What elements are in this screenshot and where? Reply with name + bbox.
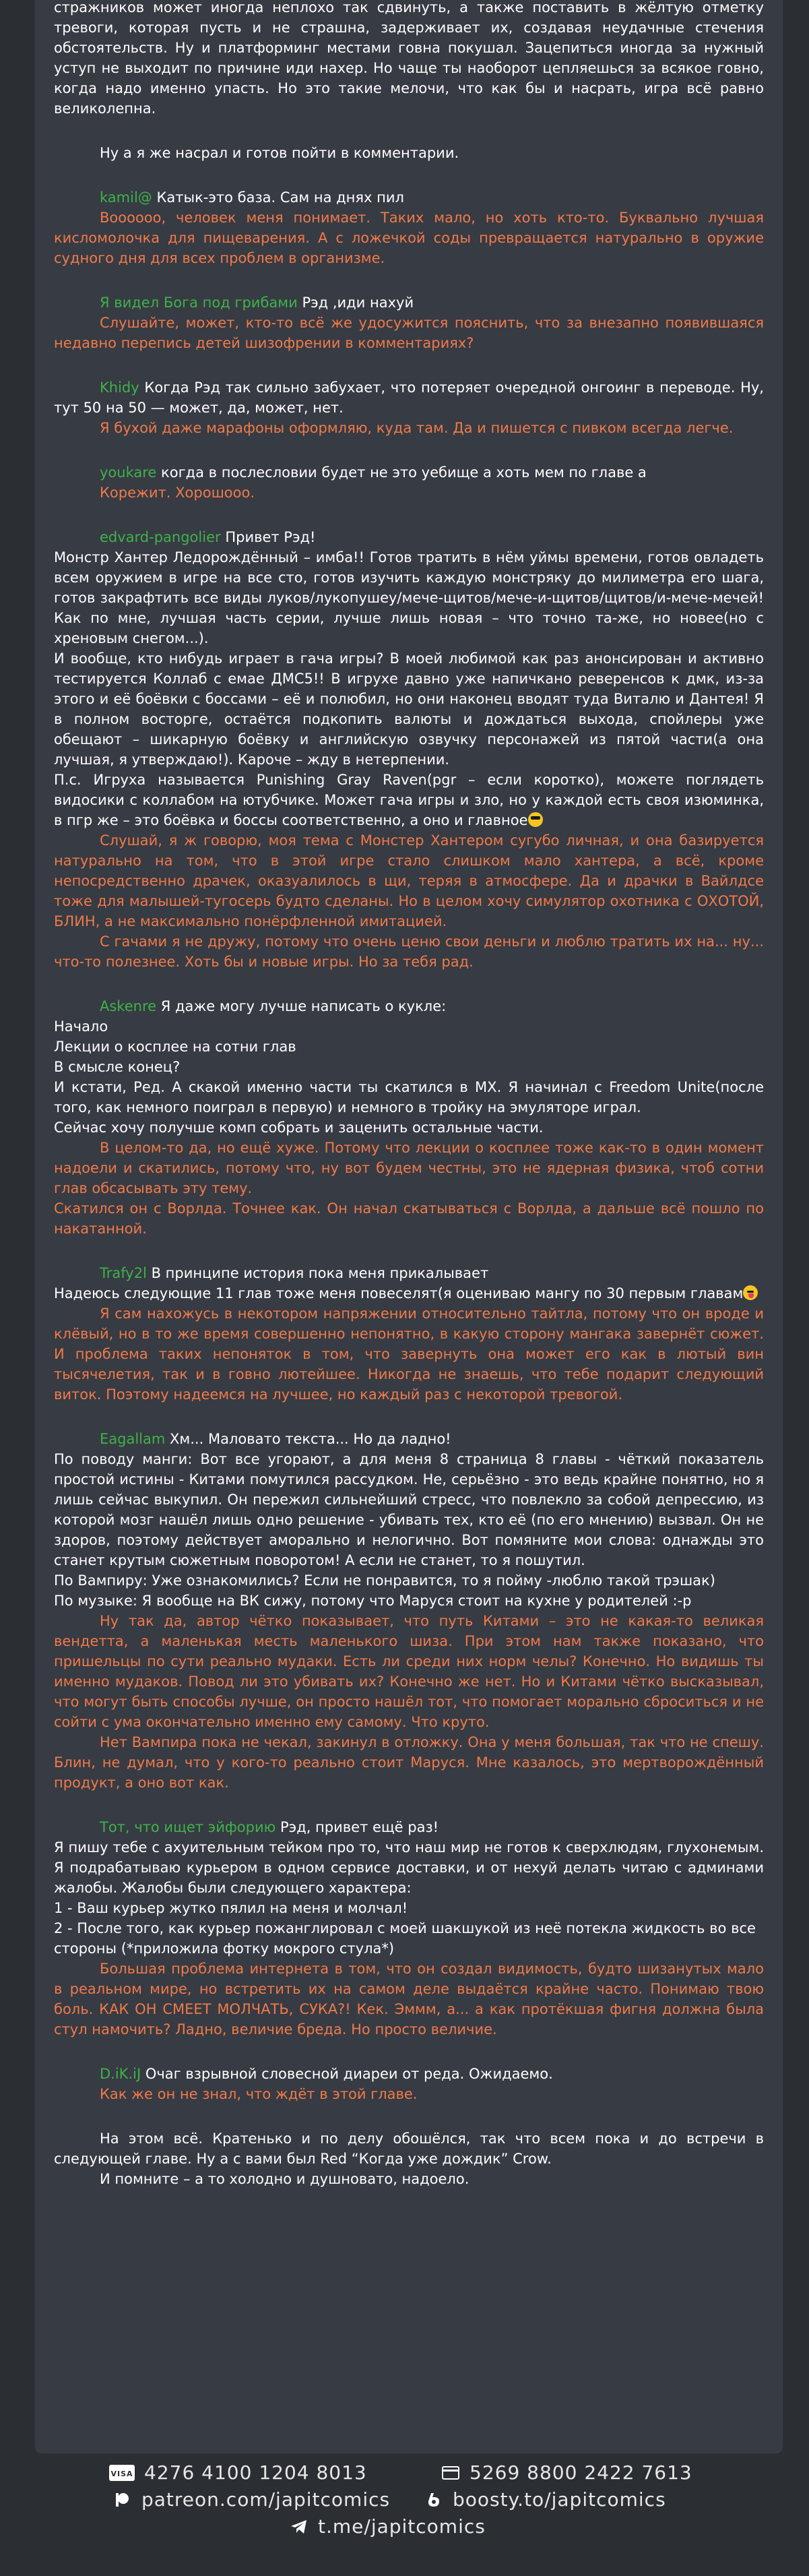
patreon-url[interactable]: patreon.com/japitcomics <box>141 2488 391 2511</box>
reply-text: Как же он не знал, что ждёт в этой главе. <box>100 2086 418 2102</box>
comment-text: Очаг взрывной словесной диареи от реда. Ожидаемо. <box>145 2066 553 2082</box>
comment-text: Монстр Хантер Ледорождённый – имба!! Готов тратить в нём уймы времени, готов овладеть всем оружием в игре на все сто, готов изучить каждую монстряку до милиметра его шага, готов закрафтить все виды луков/лукопушеу/мече-щитов/мече-и-щитов/щитов/и-мече-мечей! Как по мне, лучшая часть серии, лучше лишь новая – что точно та-же, но новее(но с хреновым снегом...). <box>54 549 764 646</box>
comment-text <box>54 770 764 830</box>
comment-text: когда в послесловии будет не это уебище а хоть мем по главе а <box>161 464 647 481</box>
reply-text: Скатился он с Ворлда. Точнее как. Он начал скатываться с Ворлда, а дальше всё пошло по накатанной. <box>54 1200 764 1237</box>
sunglasses-emoji-icon <box>528 812 543 827</box>
card-number[interactable]: 5269 8800 2422 7613 <box>470 2461 692 2484</box>
telegram-url[interactable]: t.me/japitcomics <box>318 2515 486 2538</box>
comment-text: Рэд ,иди нахуй <box>302 295 414 311</box>
telegram-link[interactable] <box>290 2515 486 2538</box>
comment-text: Привет Рэд! <box>225 529 316 545</box>
comment <box>54 1429 764 1449</box>
comment-author[interactable]: Trafy2l <box>100 1265 147 1281</box>
reply-text: С гачами я не дружу, потому что очень ценю свои деньги и люблю тратить их на... ну... что-то полезнее. Хоть бы и новые игры. Но за тебя рад. <box>54 933 764 970</box>
comment-author[interactable]: Eagallam <box>100 1431 166 1447</box>
comment-line: Начало <box>54 1018 108 1035</box>
comment-text: Я пишу тебе с ахуительным тейком про то, что наш мир не готов к сверхлюдям, глухонемым. Я подрабатываю курьером в одном сервисе доставки, и от нехуй делать читаю с админами жалобы. Жалобы были следующего характера: <box>54 1839 764 1896</box>
comment-text: Я даже могу лучше написать о кукле: <box>160 998 447 1014</box>
comment <box>54 187 764 208</box>
comment-text-span: Надеюсь следующие 11 глав тоже меня повеселят(я оцениваю мангу по 30 первым главам <box>54 1285 744 1301</box>
svg-text:VISA: VISA <box>110 2469 133 2478</box>
comment-text: По музыке: Я вообще на ВК сижу, потому что Маруся стоит на кухне у родителей :-р <box>54 1593 692 1609</box>
comment-text: По поводу манги: Вот все угорают, а для меня 8 страница 8 главы - чёткий показатель простой истины - Китами помутился рассудком. Не, серьёзно - это ведь крайне понятно, но я лишь сейчас выкупил. Он пережил сильнейший стресс, что повлекло за собой депрессию, из которой мозг нашёл лишь одно решение - убивать тех, кто её (по его мнению) вызвал. Он не здоров, поэтому действует аморально и нелогично. Вот помяните мои слова: однажды это станет крутым сюжетным поворотом! А если не станет, то я пошутил. <box>54 1451 764 1568</box>
patreon-link[interactable] <box>113 2488 390 2511</box>
telegram-icon <box>290 2517 309 2536</box>
tongue-emoji-icon <box>743 1285 758 1300</box>
patreon-icon <box>113 2490 132 2509</box>
comment <box>54 377 764 418</box>
comment-text: По Вампиру: Уже ознакомились? Если не понравится, то я пойму -люблю такой трэшак) <box>54 1572 715 1589</box>
intro-line: Ну а я же насрал и готов пойти в комментарии. <box>100 145 459 161</box>
mastercard <box>441 2461 692 2484</box>
reply-text: Корежит. Хорошооо. <box>100 485 255 501</box>
card-icon <box>441 2463 460 2482</box>
comment-text: В принципе история пока меня прикалывает <box>151 1265 489 1281</box>
comment-line: Лекции о косплее на сотни глав <box>54 1039 296 1055</box>
outro-paragraph: На этом всё. Кратенько и по делу обошёлся, так что всем пока и до встречи в следующей главе. Ну а с вами был Red “Когда уже дождик” Crow. <box>54 2130 764 2167</box>
boosty-url[interactable]: boosty.to/japitcomics <box>453 2488 666 2511</box>
comment-author[interactable]: Khidy <box>100 379 139 396</box>
comment-author[interactable]: D.iK.iJ <box>100 2066 141 2082</box>
reply-text: Воооооо, человек меня понимает. Таких мало, но хоть кто-то. Буквально лучшая кисломолочка для пищеварения. А с ложечкой соды превращается натурально в оружие судного дня для всех проблем в организме. <box>54 210 764 266</box>
comment-author[interactable]: kamil@ <box>100 189 152 206</box>
comment-author[interactable]: Я видел Бога под грибами <box>100 295 298 311</box>
comment <box>54 1263 764 1283</box>
comment <box>54 293 764 313</box>
comment <box>54 996 764 1016</box>
afterword-text <box>35 0 783 2189</box>
comment-text: 1 - Ваш курьер жутко пялил на меня и молчал! <box>54 1900 408 1916</box>
visa-number[interactable]: 4276 4100 1204 8013 <box>144 2461 367 2484</box>
reply-text: Ну так да, автор чётко показывает, что путь Китами – это не какая-то великая вендетта, а маленькая месть маленького шиза. При этом нам также показано, что пришельцы по сути реально мудаки. Есть ли среди них норм челы? Конечно. Но видишь ты именно мудаков. Повод ли это убивать их? Конечно же нет. Но и Китами чётко высказывал, что могут быть способы лучше, он просто нашёл тот, что помогает морально сброситься и не сойти с ума окончательно именно ему самому. Что круто. <box>54 1613 764 1730</box>
boosty-link[interactable] <box>424 2488 666 2511</box>
reply-text: Я сам нахожусь в некотором напряжении относительно тайтла, потому что он вроде и клёвый, но в то же время совершенно непонятно, в какую сторону мангака завернёт сюжет. И проблема таких непоняток в том, что завернуть она может его как в лютый вин тысячелетия, так и в говно лютейшее. Никогда не знаешь, что тебе подарит следующий виток. Поэтому надеемся на лучшее, но каждый раз с некоторой тревогой. <box>54 1306 764 1403</box>
comment-text-span: П.с. Игруха называется Punishing Gray Raven(pgr – если коротко), можете поглядеть видосики с коллабом на ютубчике. Может гача игры и зло, но у каждой есть своя изюминка, в пгр же – это боёвка и боссы соответственно, а оно и главное <box>54 772 764 828</box>
comment-text: Катык-это база. Сам на днях пил <box>156 189 404 206</box>
comment-text: И кстати, Ред. А скакой именно части ты скатился в МХ. Я начинал с Freedom Unite(после того, как немного поиграл в первую) и немного в тройку на эмуляторе играл. <box>54 1079 764 1115</box>
comment-author[interactable]: edvard-pangolier <box>100 529 221 545</box>
comment-author[interactable]: youkare <box>100 464 157 481</box>
comment-text: Хм... Маловато текста... Но да ладно! <box>170 1431 451 1447</box>
footer <box>0 2453 809 2576</box>
comment-text: Рэд, привет ещё раз! <box>280 1819 439 1835</box>
reply-text: Слушай, я ж говорю, моя тема с Монстер Хантером сугубо личная, и она базируется натурально на том, что в этой игре стало слишком мало хантера, а всё, кроме непосредственно драчек, оказуалилось в щи, теряя в атмосфере. Да и драчки в Вайлдсе тоже для малышей-тугосерь будто сделаны. Но в целом хочу симулятор охотника с ОХОТОЙ, БЛИН, а не максимально понёрфленной имитацией. <box>54 832 764 929</box>
afterword-panel <box>35 0 783 2453</box>
comment-text: Когда Рэд так сильно забухает, что потеряет очередной онгоинг в переводе. Ну, тут 50 на 50 — может, да, может, нет. <box>54 379 764 416</box>
reply-text: Я бухой даже марафоны оформляю, куда там. Да и пишется с пивком всегда легче. <box>100 420 734 436</box>
comment-line: В смысле конец? <box>54 1059 181 1075</box>
reply-text: Нет Вампира пока не чекал, закинул в отложку. Она у меня большая, так что не спешу. Блин, не думал, что у кого-то реально стоит Маруся. Мне казалось, это мертворождённый продукт, а оно вот как. <box>54 1734 764 1791</box>
comment-text: И вообще, кто нибудь играет в гача игры? В моей любимой как раз анонсирован и активно тестируется Коллаб с емае ДМС5!! В игрухе давно уже напичкано реверенсов к дмк, из-за этого и её боёвки с боссами – её и полюбил, но они наконец вводят туда Виталю и Дантея! Я в полном восторге, остаётся подкопить валюты и дождаться выхода, спойлеры уже обещают – шикарную боёвку и английскую озвучку персонажей из пятой части(а она лучшая, я утверждаю!). Кароче – жду в нетерпении. <box>54 650 764 768</box>
boosty-icon <box>424 2490 443 2509</box>
comment-text <box>54 1283 764 1304</box>
comment-author[interactable]: Тот, что ищет эйфорию <box>100 1819 276 1835</box>
comment <box>54 462 764 483</box>
visa-icon <box>109 2463 135 2482</box>
comment <box>54 2064 764 2084</box>
visa-card <box>109 2461 367 2484</box>
comment-text: 2 - После того, как курьер пожанглировал с моей шакшукой из неё потекла жидкость во все стороны (*приложила фотку мокрого стула*) <box>54 1920 756 1957</box>
outro-line: И помните – а то холодно и душновато, надоело. <box>100 2171 470 2187</box>
comment <box>54 1817 764 1837</box>
comment <box>54 527 764 547</box>
intro-paragraph: стражников может иногда неплохо так сдвинуть, а также поставить в жёлтую отметку тревоги, которая пусть и не страшна, задерживает их, создавая неудачные стечения обстоятельств. Ну и платформинг местами говна покушал. Зацепиться иногда за нужный уступ не выходит по причине иди нахер. Но чаще ты наоборот цепляешься за всякое говно, когда надо именно упасть. Но это такие мелочи, что как бы и насрать, игра всё равно великолепна. <box>54 0 764 117</box>
reply-text: Большая проблема интернета в том, что он создал видимость, будто шизанутых мало в реальном мире, но встретить их на самом деле выдаётся крайне часто. Понимаю твою боль. КАК ОН СМЕЕТ МОЛЧАТЬ, СУКА?! Кек. Эммм, а... а как протёкшая фигня должна была стул намочить? Ладно, величие бреда. Но просто величие. <box>54 1961 764 2037</box>
comment-author[interactable]: Askenre <box>100 998 157 1014</box>
reply-text: В целом-то да, но ещё хуже. Потому что лекции о косплее тоже как-то в один момент надоели и скатились, потому что, ну вот будем честны, это не ядерная физика, чтоб сотни глав обсасывать эту тему. <box>54 1140 764 1196</box>
comment-text: Сейчас хочу получше комп собрать и заценить остальные части. <box>54 1120 544 1136</box>
reply-text: Слушайте, может, кто-то всё же удосужится пояснить, что за внезапно появившаяся недавно перепись детей шизофрении в комментариях? <box>54 315 764 351</box>
